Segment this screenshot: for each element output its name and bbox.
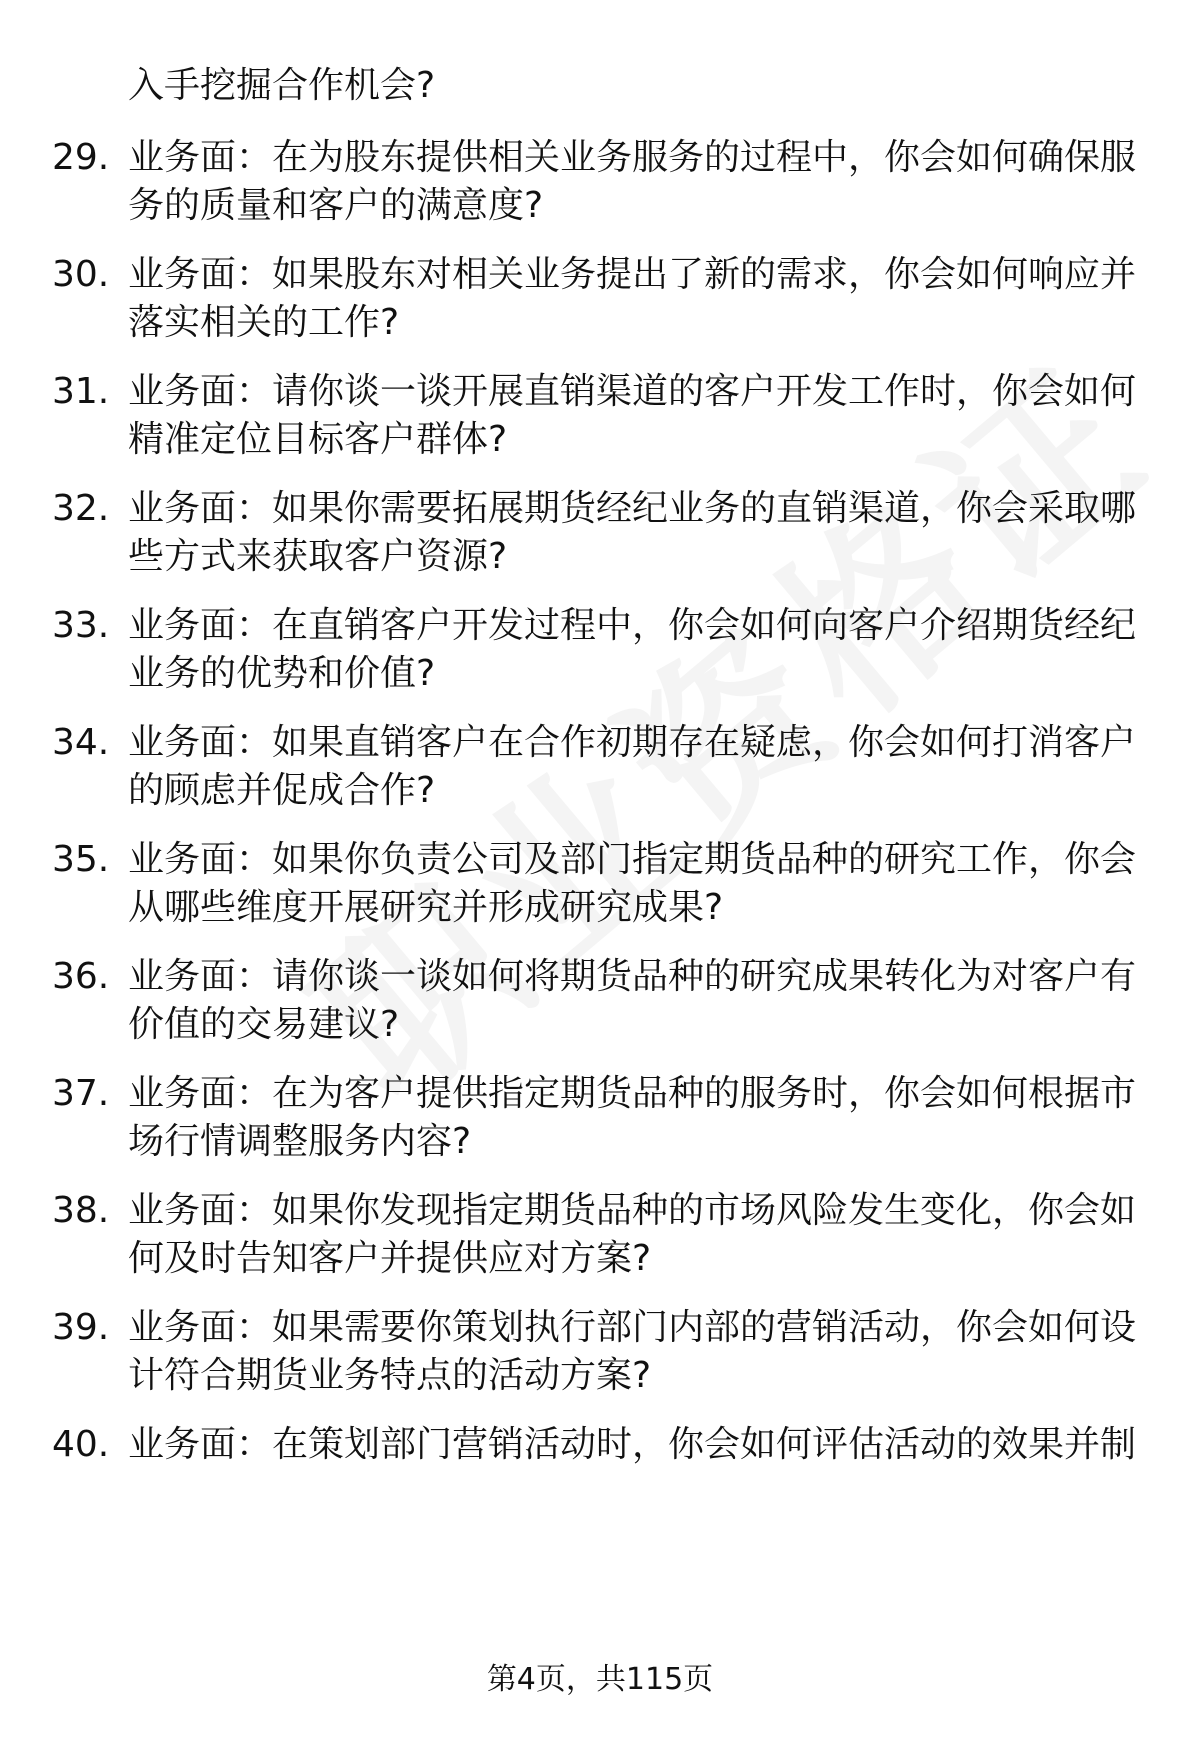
item-text-line2: 务的质量和客户的满意度?	[128, 185, 544, 226]
item-text-line1: 业务面：如果你需要拓展期货经纪业务的直销渠道，你会采取哪	[128, 488, 1137, 529]
item-text-line1: 业务面：如果直销客户在合作初期存在疑虑，你会如何打消客户	[128, 722, 1137, 763]
item-number: 35.	[52, 839, 110, 880]
item-text-line2: 场行情调整服务内容?	[128, 1121, 472, 1162]
item-text-line1: 业务面：请你谈一谈开展直销渠道的客户开发工作时，你会如何	[128, 371, 1137, 412]
item-text-line2: 何及时告知客户并提供应对方案?	[128, 1238, 652, 1279]
item-text-line1: 业务面：如果需要你策划执行部门内部的营销活动，你会如何设	[128, 1307, 1137, 1348]
item-text-line2: 落实相关的工作?	[128, 302, 400, 343]
item-number: 32.	[52, 488, 110, 529]
item-text-line2: 些方式来获取客户资源?	[128, 536, 508, 577]
item-text-line1: 业务面：请你谈一谈如何将期货品种的研究成果转化为对客户有	[128, 956, 1137, 997]
item-text-line2: 从哪些维度开展研究并形成研究成果?	[128, 887, 724, 928]
item-text-line2: 计符合期货业务特点的活动方案?	[128, 1355, 652, 1396]
item-number: 40.	[52, 1424, 110, 1465]
item-text-line1: 业务面：在直销客户开发过程中，你会如何向客户介绍期货经纪	[128, 605, 1137, 646]
item-number: 37.	[52, 1073, 110, 1114]
item-text-line2: 的顾虑并促成合作?	[128, 770, 436, 811]
item-text-line1: 业务面：如果你负责公司及部门指定期货品种的研究工作，你会	[128, 839, 1137, 880]
item-number: 39.	[52, 1307, 110, 1348]
item-text-line1: 业务面：在为股东提供相关业务服务的过程中，你会如何确保服	[128, 137, 1137, 178]
item-text-line2: 业务的优势和价值?	[128, 653, 436, 694]
item-number: 31.	[52, 371, 110, 412]
item-number: 36.	[52, 956, 110, 997]
item-text-line2: 精准定位目标客户群体?	[128, 419, 508, 460]
item-text-line1: 业务面：在为客户提供指定期货品种的服务时，你会如何根据市	[128, 1073, 1137, 1114]
item-text-line1: 业务面：在策划部门营销活动时，你会如何评估活动的效果并制	[128, 1424, 1137, 1465]
item-number: 38.	[52, 1190, 110, 1231]
item-text-line1: 业务面：如果股东对相关业务提出了新的需求，你会如何响应并	[128, 254, 1137, 295]
page-footer: 第4页，共115页	[486, 1662, 714, 1697]
item-text-line1: 业务面：如果你发现指定期货品种的市场风险发生变化，你会如	[128, 1190, 1137, 1231]
item-number: 34.	[52, 722, 110, 763]
item-text-line2: 价值的交易建议?	[128, 1004, 400, 1045]
item-number: 29.	[52, 137, 110, 178]
continuation-line: 入手挖掘合作机会?	[128, 65, 436, 106]
item-number: 30.	[52, 254, 110, 295]
item-number: 33.	[52, 605, 110, 646]
